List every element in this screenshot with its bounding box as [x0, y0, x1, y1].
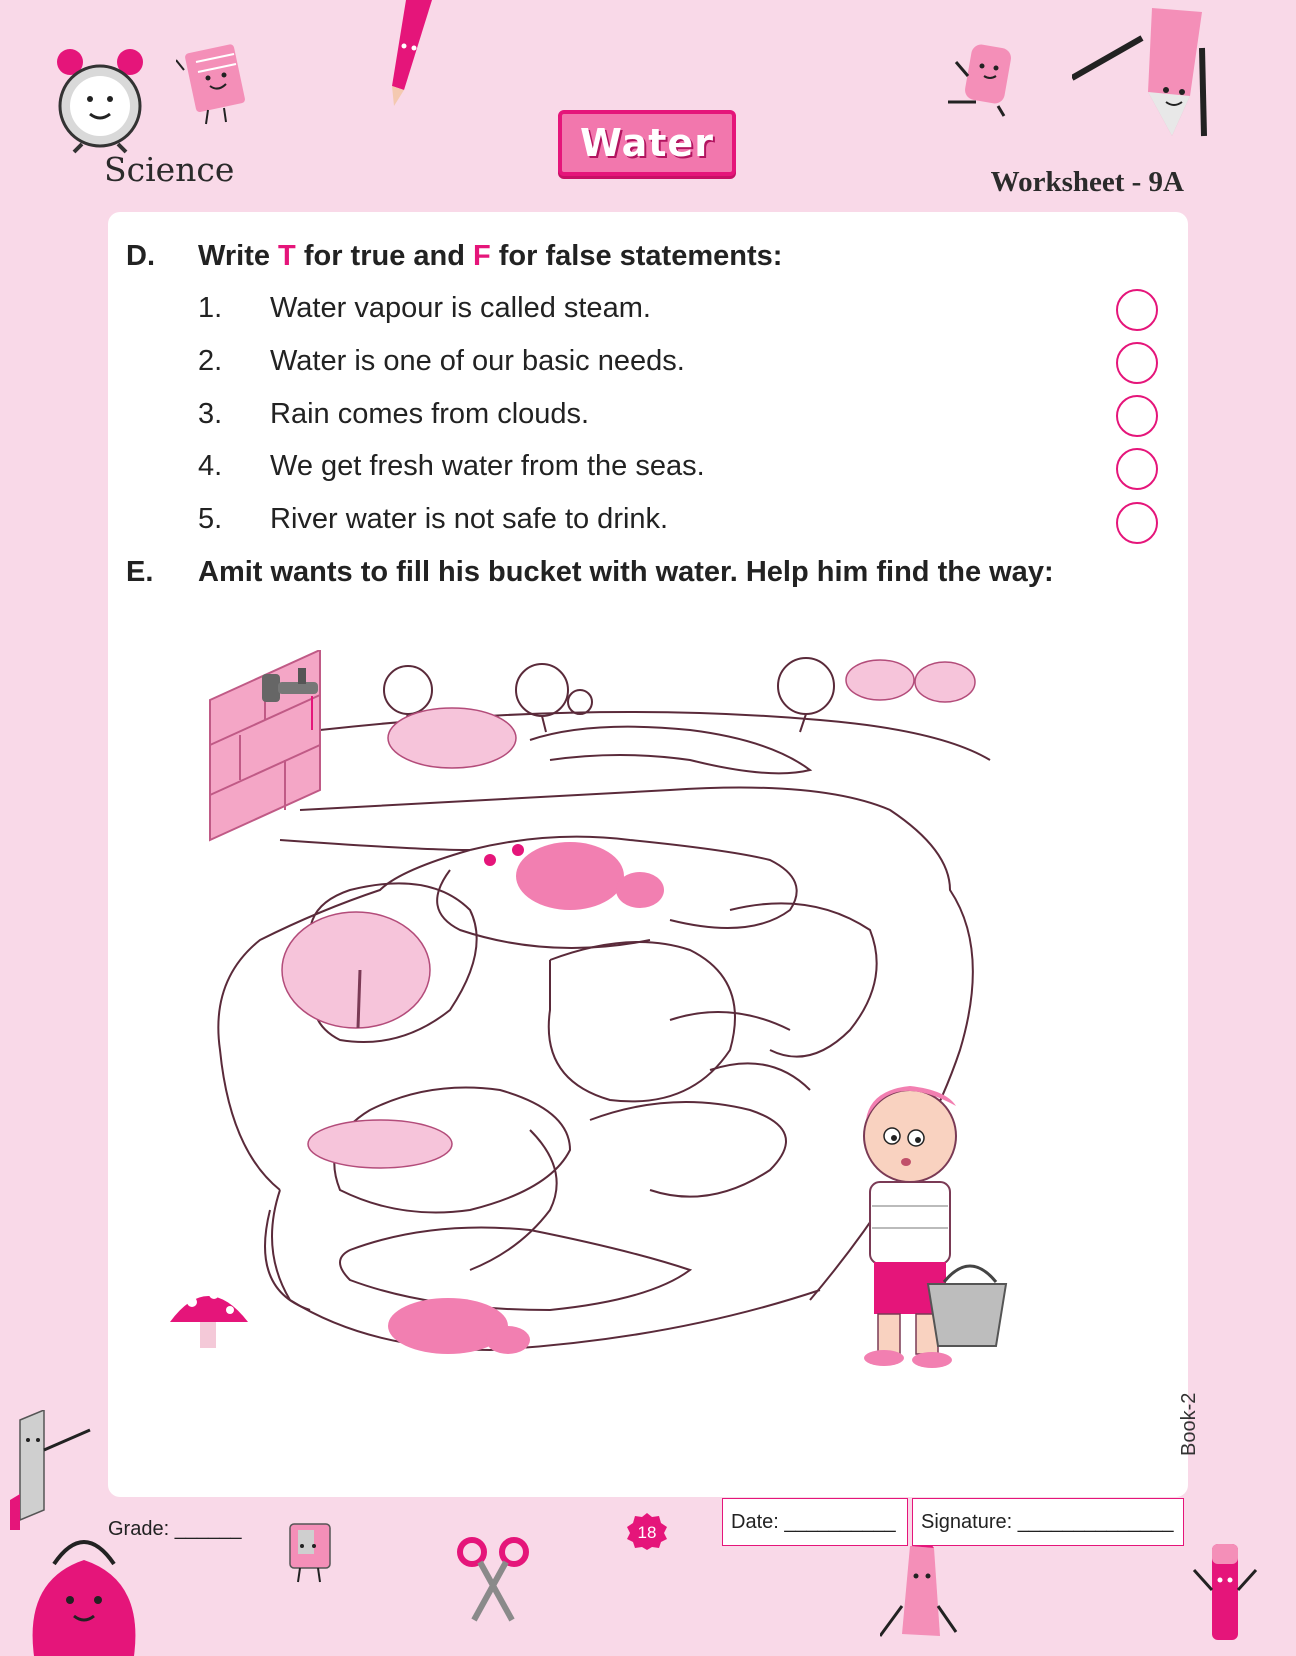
- flower-icon: [512, 844, 524, 856]
- tree-trunk: [358, 970, 360, 1028]
- list-item-number: 4.: [198, 450, 223, 482]
- date-label: Date: __________: [731, 1510, 896, 1533]
- list-item-number: 3.: [198, 398, 223, 430]
- bush-shape: [308, 1120, 452, 1168]
- pencil-character-icon: [880, 1546, 960, 1654]
- alarm-clock-icon: [52, 44, 152, 154]
- section-d-letter: D.: [126, 240, 155, 272]
- grade-field[interactable]: Grade: ______: [108, 1518, 242, 1540]
- date-field[interactable]: [722, 1498, 908, 1546]
- list-item-text: Water vapour is called steam.: [270, 292, 651, 324]
- water-maze-illustration[interactable]: [170, 650, 1050, 1450]
- true-marker: T: [278, 240, 296, 272]
- scissors-icon: [456, 1534, 532, 1624]
- answer-circle-4[interactable]: [1116, 448, 1158, 490]
- ruler-character-icon: [10, 1410, 100, 1530]
- list-item-text: We get fresh water from the seas.: [270, 450, 705, 482]
- tree-shape: [282, 912, 430, 1028]
- list-item-text: Rain comes from clouds.: [270, 398, 590, 430]
- rock-shape: [486, 1326, 530, 1354]
- signature-field[interactable]: [912, 1498, 1184, 1546]
- rock-shape: [616, 872, 664, 908]
- bush-shape: [388, 708, 516, 768]
- flower-icon: [484, 854, 496, 866]
- false-marker: F: [473, 240, 491, 272]
- section-e-instruction: Amit wants to fill his bucket with water. Help him find the way:: [198, 556, 1054, 588]
- page-number: 18: [637, 1523, 657, 1542]
- worksheet-title: [558, 110, 736, 176]
- rock-shape: [516, 842, 624, 910]
- bush-shape: [846, 660, 914, 700]
- pencil-character-icon: [1072, 8, 1212, 138]
- section-e-letter: E.: [126, 556, 154, 588]
- instruction-middle: for true and: [295, 240, 473, 272]
- sharpener-character-icon: [284, 1520, 344, 1586]
- list-item-number: 2.: [198, 345, 223, 377]
- list-item-number: 5.: [198, 503, 223, 535]
- answer-circle-5[interactable]: [1116, 502, 1158, 544]
- instruction-prefix: Write: [198, 240, 279, 272]
- instruction-suffix: for false statements:: [490, 240, 783, 272]
- list-item-text: Water is one of our basic needs.: [270, 345, 685, 377]
- list-item-text: River water is not safe to drink.: [270, 503, 669, 535]
- answer-circle-1[interactable]: [1116, 289, 1158, 331]
- section-d-instruction: [198, 240, 782, 273]
- page-number-badge: [626, 1512, 668, 1550]
- bush-shape: [915, 662, 975, 702]
- book-label: Book-2: [1178, 1392, 1200, 1456]
- notebook-character-icon: [176, 40, 256, 126]
- worksheet-number: Worksheet - 9A: [990, 166, 1184, 198]
- answer-circle-2[interactable]: [1116, 342, 1158, 384]
- list-item-number: 1.: [198, 292, 223, 324]
- pencil-icon: [376, 0, 446, 110]
- mushroom-icon: [170, 1289, 248, 1348]
- eraser-character-icon: [946, 40, 1026, 120]
- subject-label: Science: [104, 150, 235, 189]
- signature-label: Signature: ______________: [921, 1510, 1174, 1533]
- answer-circle-3[interactable]: [1116, 395, 1158, 437]
- pen-character-icon: [1190, 1540, 1260, 1656]
- worksheet-title-text: Water: [580, 121, 714, 165]
